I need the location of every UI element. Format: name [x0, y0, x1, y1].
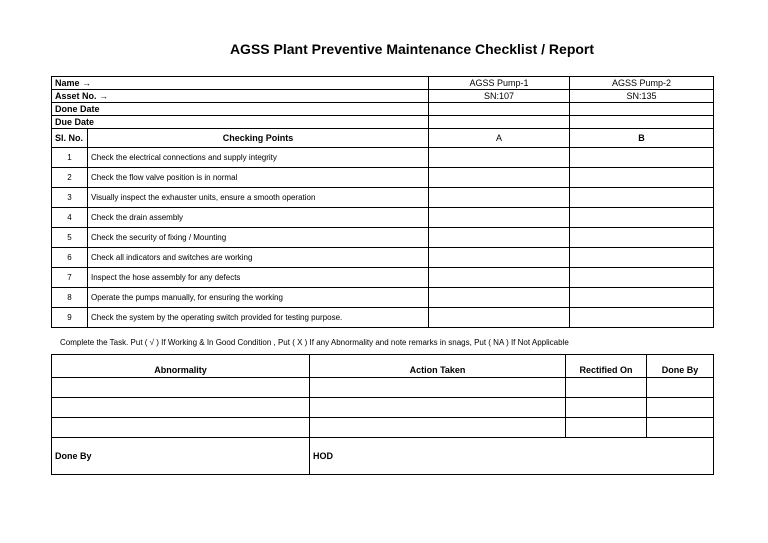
check-row — [52, 288, 714, 308]
done-by-signature[interactable]: Done By — [52, 438, 310, 475]
check-b-cell[interactable] — [570, 188, 714, 208]
check-b-cell[interactable] — [570, 168, 714, 188]
check-number: 9 — [52, 308, 88, 328]
check-a-cell[interactable] — [429, 208, 570, 228]
check-text: Check the flow valve position is in normal — [88, 168, 429, 188]
check-number: 7 — [52, 268, 88, 288]
sl-no-header: Sl. No. — [52, 129, 88, 148]
rectified-on-cell[interactable] — [566, 418, 647, 438]
instructions-note: Complete the Task. Put ( √ ) If Working & In Good Condition , Put ( X ) If any Abnormality and note remarks in snags, Put ( NA ) If Not Applicable — [60, 338, 569, 347]
check-a-cell[interactable] — [429, 308, 570, 328]
check-b-cell[interactable] — [570, 308, 714, 328]
check-a-cell[interactable] — [429, 268, 570, 288]
pump2-done-date-cell[interactable] — [570, 103, 714, 116]
action-taken-header: Action Taken — [310, 355, 566, 378]
done-by-cell[interactable] — [647, 378, 714, 398]
pump2-sn: SN:135 — [570, 90, 714, 103]
check-text: Check the drain assembly — [88, 208, 429, 228]
done-date-label: Done Date — [52, 103, 429, 116]
check-b-cell[interactable] — [570, 208, 714, 228]
checklist-table — [51, 76, 714, 328]
abnormality-cell[interactable] — [52, 418, 310, 438]
check-a-cell[interactable] — [429, 168, 570, 188]
action-taken-cell[interactable] — [310, 378, 566, 398]
check-a-cell[interactable] — [429, 228, 570, 248]
check-row — [52, 148, 714, 168]
check-text: Check the electrical connections and supply integrity — [88, 148, 429, 168]
check-number: 8 — [52, 288, 88, 308]
done-by-header: Done By — [647, 355, 714, 378]
pump1-name: AGSS Pump-1 — [429, 77, 570, 90]
rectified-on-header: Rectified On — [566, 355, 647, 378]
check-row — [52, 188, 714, 208]
pump2-name: AGSS Pump-2 — [570, 77, 714, 90]
done-by-cell[interactable] — [647, 418, 714, 438]
document-title: AGSS Plant Preventive Maintenance Checklist / Report — [229, 41, 595, 57]
checking-points-header: Checking Points — [88, 129, 429, 148]
check-row — [52, 268, 714, 288]
remarks-table — [51, 354, 714, 475]
pump2-due-date-cell[interactable] — [570, 116, 714, 129]
abnormality-header: Abnormality — [52, 355, 310, 378]
check-number: 5 — [52, 228, 88, 248]
check-text: Visually inspect the exhauster units, ensure a smooth operation — [88, 188, 429, 208]
check-row — [52, 248, 714, 268]
check-b-cell[interactable] — [570, 268, 714, 288]
col-b-header: B — [570, 129, 714, 148]
check-b-cell[interactable] — [570, 148, 714, 168]
pump1-done-date-cell[interactable] — [429, 103, 570, 116]
check-b-cell[interactable] — [570, 248, 714, 268]
rectified-on-cell[interactable] — [566, 378, 647, 398]
pump1-sn: SN:107 — [429, 90, 570, 103]
check-a-cell[interactable] — [429, 248, 570, 268]
check-text: Inspect the hose assembly for any defects — [88, 268, 429, 288]
check-a-cell[interactable] — [429, 288, 570, 308]
check-row — [52, 308, 714, 328]
check-number: 2 — [52, 168, 88, 188]
check-number: 3 — [52, 188, 88, 208]
asset-label: Asset No. → — [52, 90, 429, 103]
check-row — [52, 228, 714, 248]
check-number: 6 — [52, 248, 88, 268]
check-text: Check the security of fixing / Mounting — [88, 228, 429, 248]
check-a-cell[interactable] — [429, 148, 570, 168]
rectified-on-cell[interactable] — [566, 398, 647, 418]
check-text: Check the system by the operating switch provided for testing purpose. — [88, 308, 429, 328]
col-a-header: A — [429, 129, 570, 148]
action-taken-cell[interactable] — [310, 418, 566, 438]
check-b-cell[interactable] — [570, 228, 714, 248]
done-by-cell[interactable] — [647, 398, 714, 418]
abnormality-cell[interactable] — [52, 398, 310, 418]
due-date-label: Due Date — [52, 116, 429, 129]
hod-signature[interactable]: HOD — [310, 438, 714, 475]
name-label: Name → — [52, 77, 429, 90]
abnormality-cell[interactable] — [52, 378, 310, 398]
action-taken-cell[interactable] — [310, 398, 566, 418]
check-number: 1 — [52, 148, 88, 168]
check-row — [52, 208, 714, 228]
check-row — [52, 168, 714, 188]
remarks-row — [52, 378, 714, 398]
check-number: 4 — [52, 208, 88, 228]
pump1-due-date-cell[interactable] — [429, 116, 570, 129]
check-b-cell[interactable] — [570, 288, 714, 308]
check-text: Operate the pumps manually, for ensuring the working — [88, 288, 429, 308]
check-a-cell[interactable] — [429, 188, 570, 208]
remarks-row — [52, 398, 714, 418]
remarks-row — [52, 418, 714, 438]
check-text: Check all indicators and switches are working — [88, 248, 429, 268]
